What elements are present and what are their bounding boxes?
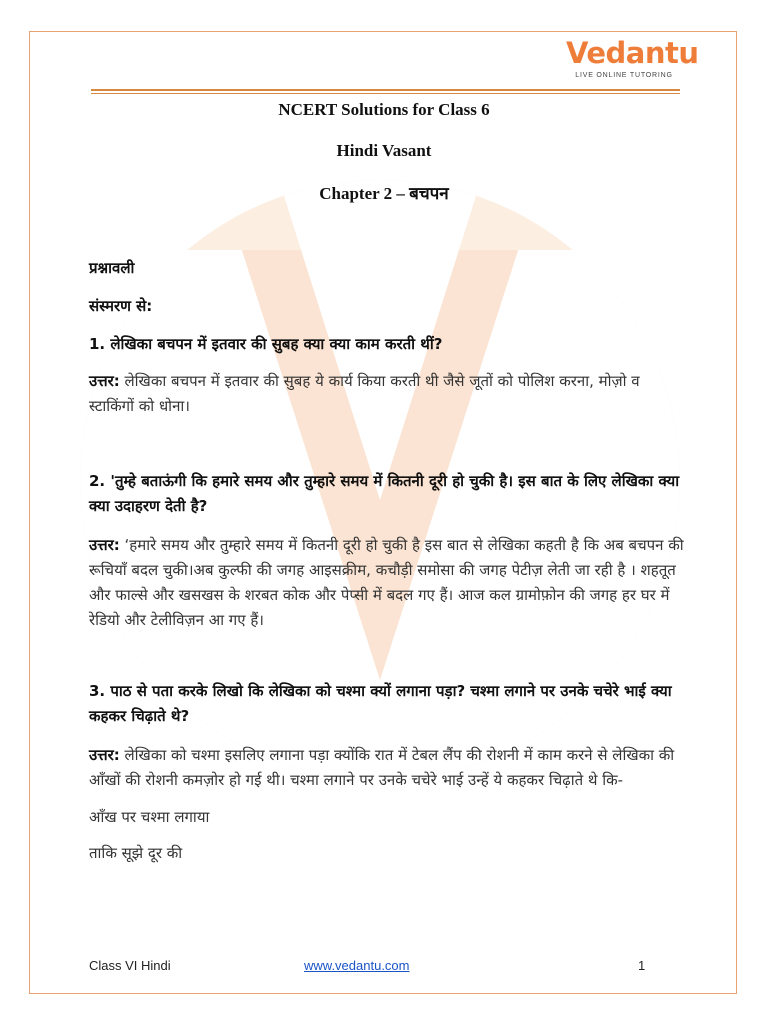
answer-label: उत्तर: xyxy=(89,746,120,764)
section-heading-memoir: संस्मरण से: xyxy=(89,297,153,315)
question-2: 2. 'तुम्हे बताऊंगी कि हमारे समय और तुम्हारे समय में कितनी दूरी हो चुकी है। इस बात के लिए लेखिका क्या क्या उदाहरण देती है? xyxy=(89,472,680,515)
answer-text: लेखिका को चश्मा इसलिए लगाना पड़ा क्योंकि रात में टेबल लैंप की रोशनी में काम करने से लेखिका की आँखों की रोशनी कमज़ोर हो गई थी। चश्मा लगाने पर उनके चचेरे भाई उन्हें ये कहकर चिढ़ाते थे कि- xyxy=(89,746,675,789)
answer-2 xyxy=(89,533,685,633)
vedantu-logo xyxy=(566,36,699,86)
question-3: 3. पाठ से पता करके लिखो कि लेखिका को चश्मा क्यों लगाना पड़ा? चश्मा लगाने पर उनके चचेरे भाई क्या कहकर चिढ़ाते थे? xyxy=(89,682,672,725)
poem-line-1: आँख पर चश्मा लगाया xyxy=(89,808,210,826)
answer-label: उत्तर: xyxy=(89,536,120,554)
poem-line-2: ताकि सूझे दूर की xyxy=(89,844,183,862)
answer-3 xyxy=(89,743,685,793)
page-number: 1 xyxy=(638,958,646,973)
header-rule xyxy=(91,89,680,91)
answer-text: लेखिका बचपन में इतवार की सुबह ये कार्य किया करती थी जैसे जूतों को पोलिश करना, मोज़ो व स्टाकिंगों को धोना। xyxy=(89,372,640,415)
footer-website xyxy=(304,958,410,973)
doc-subtitle: Hindi Vasant xyxy=(336,141,432,160)
answer-label: उत्तर: xyxy=(89,372,120,390)
answer-1 xyxy=(89,369,685,419)
doc-title: NCERT Solutions for Class 6 xyxy=(278,100,490,119)
answer-text: ‘हमारे समय और तुम्हारे समय में कितनी दूरी हो चुकी है इस बात से लेखिका कहती है कि अब बचपन की रूचियाँ बदल चुकी।अब कुल्फी की जगह आइसक्रीम, कचौड़ी समोसा की जगह पेटीज़ लेती जा रही है । शहतूत और फाल्से और खसखस के शरबत कोक और पेप्सी में बदल गए हैं। आज कल ग्रामोफ़ोन की जगह हर घर में रेडियो और टेलीविज़न आ गए हैं। xyxy=(89,536,684,629)
logo-wordmark: Vedantu xyxy=(566,36,699,70)
chapter-title: Chapter 2 – बचपन xyxy=(319,184,449,203)
section-heading-exercise: प्रश्नावली xyxy=(89,259,135,277)
website-link[interactable]: www.vedantu.com xyxy=(304,958,410,973)
question-1: 1. लेखिका बचपन में इतवार की सुबह क्या क्या काम करती थीं? xyxy=(89,335,443,353)
main-content xyxy=(89,256,685,863)
header-rule-thin xyxy=(91,93,680,94)
logo-tagline: LIVE ONLINE TUTORING xyxy=(575,72,673,79)
footer-class-label: Class VI Hindi xyxy=(89,958,171,973)
